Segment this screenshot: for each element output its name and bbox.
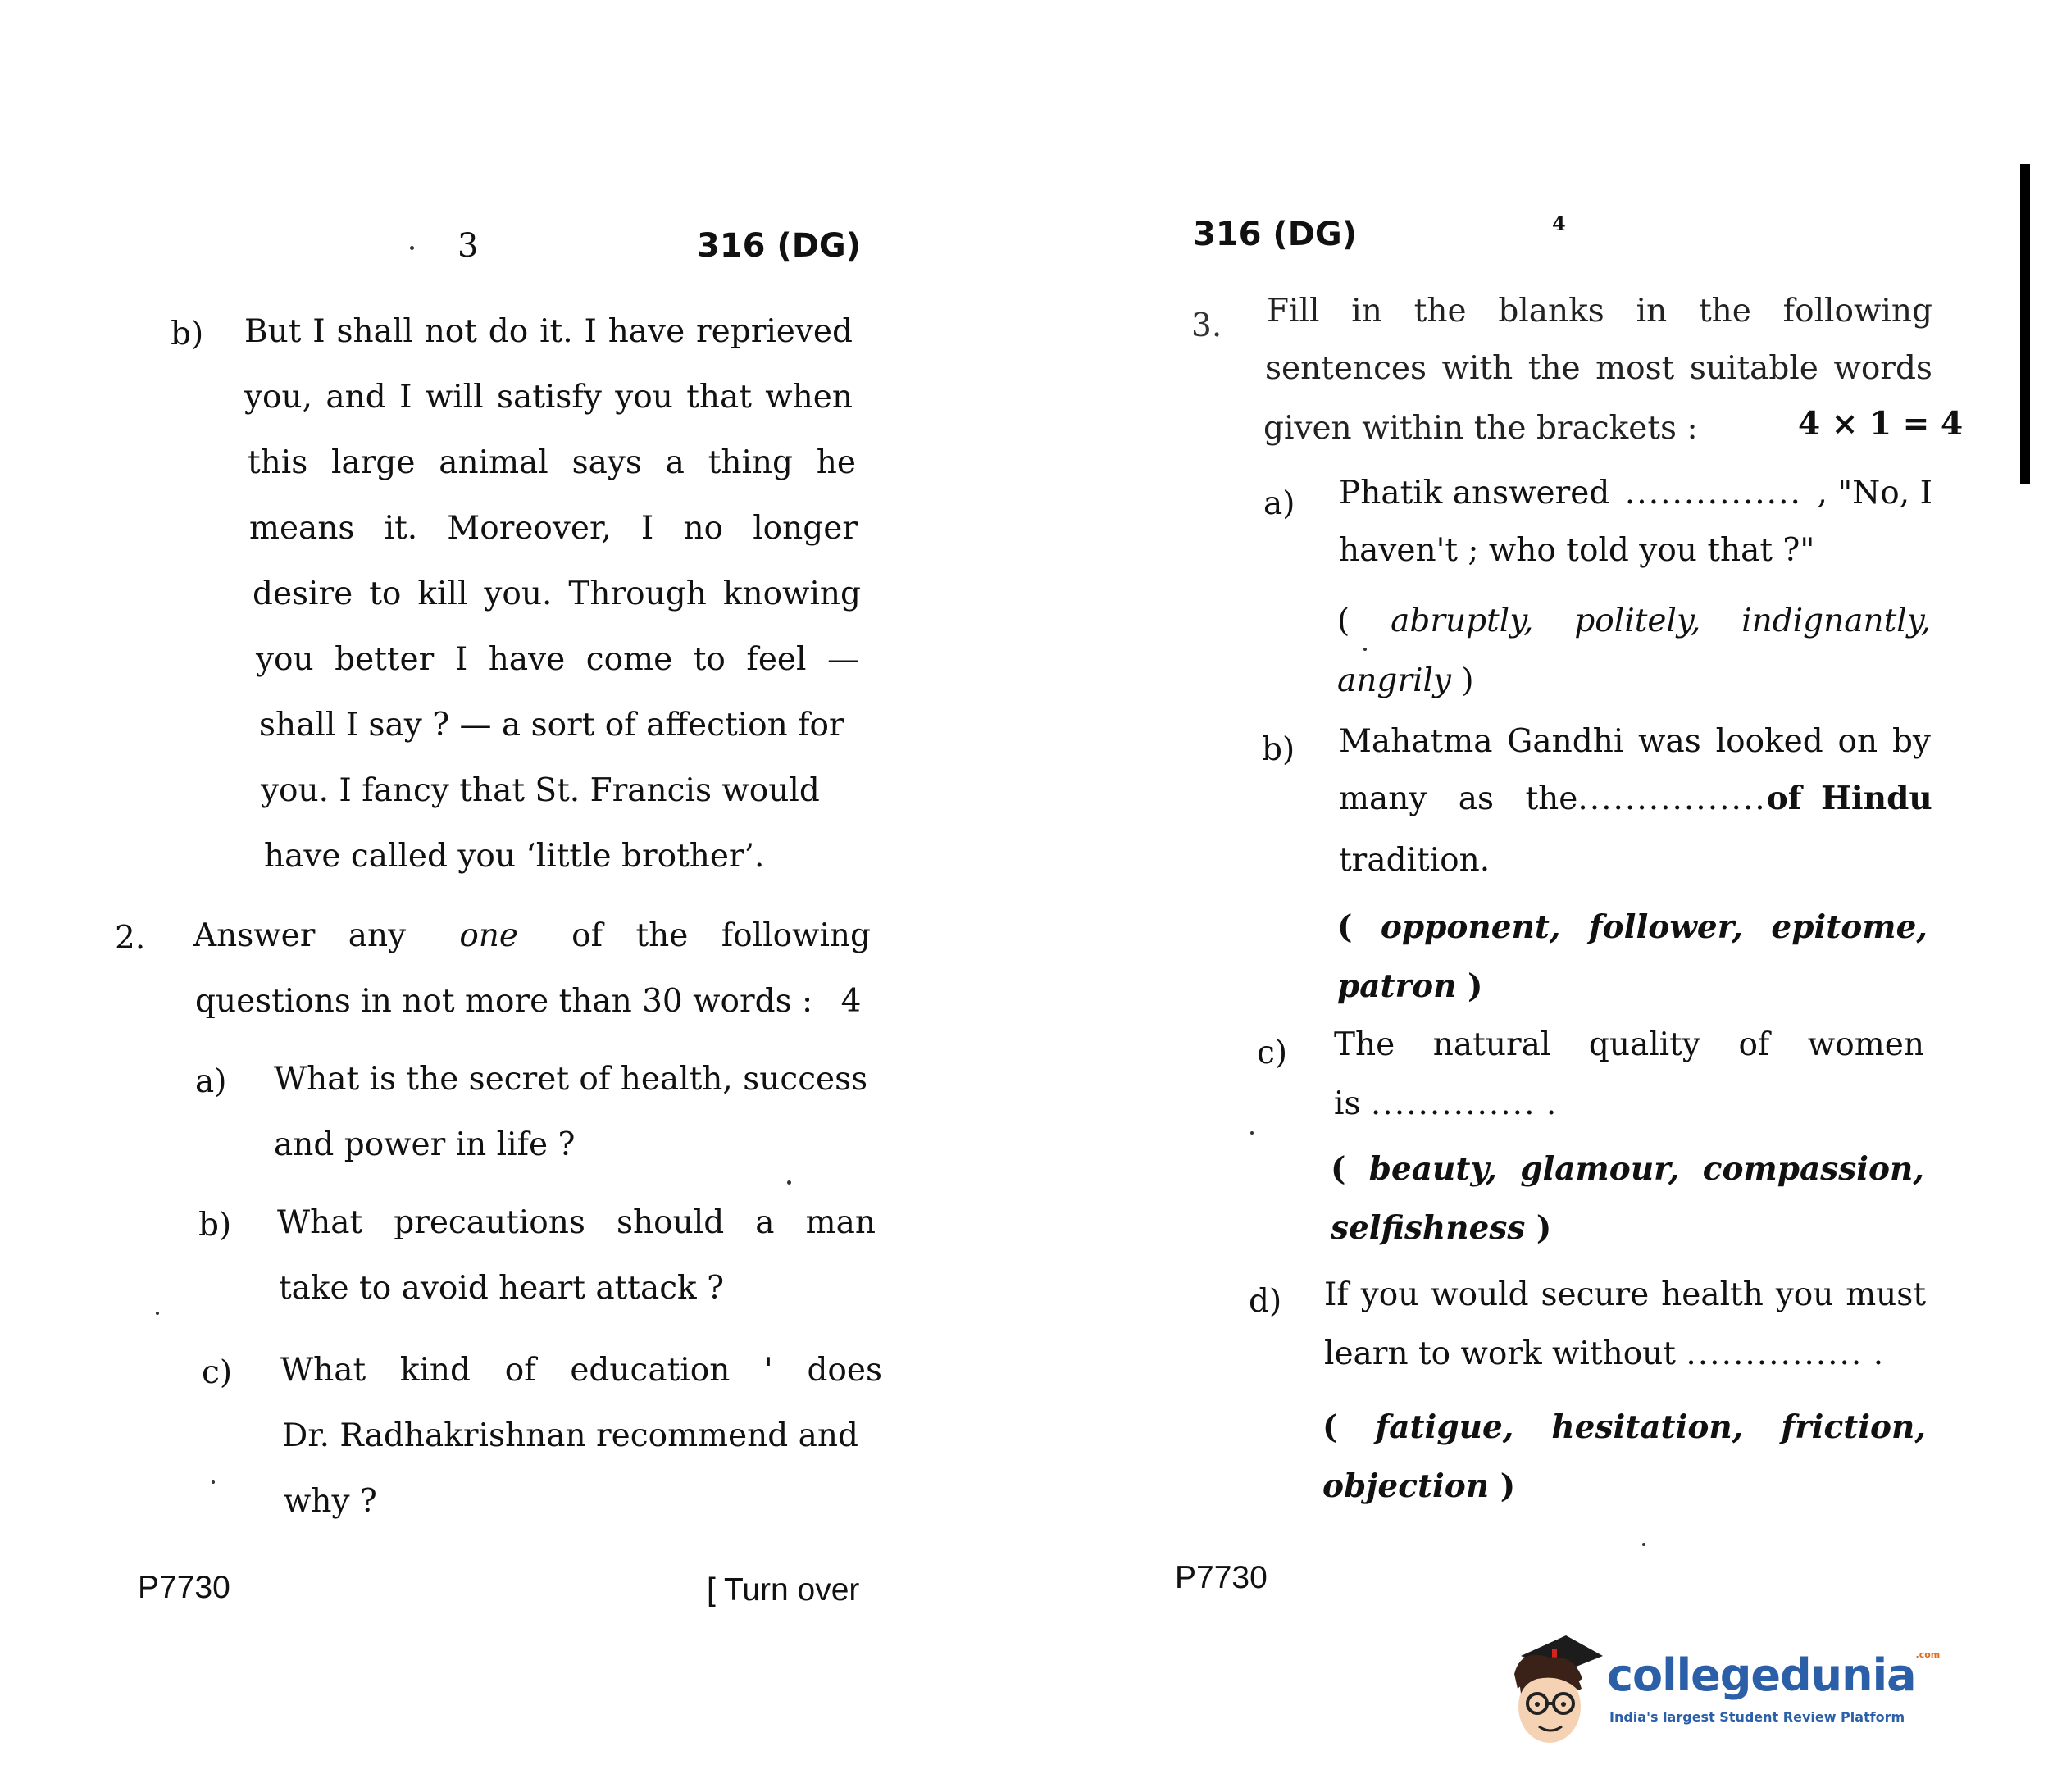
scan-speck xyxy=(410,246,414,250)
q3c-options-last: selfishness ) xyxy=(1331,1209,1552,1247)
word: desire xyxy=(253,575,353,612)
q3b-line3: tradition. xyxy=(1339,842,1491,879)
word: following xyxy=(1782,293,1932,330)
word: shall xyxy=(336,313,413,350)
blank: ................ xyxy=(1577,780,1767,817)
word: the xyxy=(1527,350,1581,387)
brand-name: collegedunia$^{.com}$ xyxy=(1607,1649,1941,1701)
word: large xyxy=(331,444,416,481)
word: that xyxy=(686,379,752,416)
word: Moreover, xyxy=(447,510,612,547)
word: precautions xyxy=(394,1204,585,1241)
scan-speck xyxy=(787,1180,791,1185)
q2-line2: questions in not more than 30 words : 4 xyxy=(195,983,862,1020)
passage-line xyxy=(248,444,856,481)
q3a-label: a) xyxy=(1263,485,1295,522)
paper-code-left: 316 (DG) xyxy=(697,227,862,265)
turn-over: [ Turn over xyxy=(707,1572,860,1608)
word: — xyxy=(827,641,859,678)
scan-speck xyxy=(1363,648,1367,651)
brand-com: .com xyxy=(1915,1649,1941,1660)
q3c-options: ( beauty, glamour, compassion, xyxy=(1331,1150,1924,1188)
word: kill xyxy=(417,575,468,612)
page-number-left: 3 xyxy=(457,227,479,265)
word: must xyxy=(1846,1276,1926,1313)
q2c-line: Dr. Radhakrishnan recommend and xyxy=(282,1417,858,1454)
word: by xyxy=(1891,723,1931,760)
passage-line xyxy=(256,641,859,678)
word: What xyxy=(277,1204,363,1241)
q2c-line: why ? xyxy=(284,1483,377,1520)
word: no xyxy=(683,510,724,547)
word: to xyxy=(369,575,402,612)
word: reprieved xyxy=(696,313,853,350)
q2a-label: a) xyxy=(195,1063,227,1100)
word: I xyxy=(399,379,412,416)
q2-marks: 4 xyxy=(840,983,862,1020)
word: Through xyxy=(568,575,707,612)
word: words xyxy=(1833,350,1932,387)
word: says xyxy=(571,444,642,481)
q3b-line2: many as the ................ of Hindu xyxy=(1339,780,1932,817)
word: does xyxy=(807,1352,882,1389)
word: health xyxy=(1661,1276,1764,1313)
word: this xyxy=(248,444,308,481)
q3-number: 3. xyxy=(1191,307,1222,344)
word: have xyxy=(608,313,685,350)
word: a xyxy=(665,444,685,481)
q3-intro-line: given within the brackets : xyxy=(1263,410,1698,447)
word: with xyxy=(1441,350,1513,387)
q3a-options: ( abruptly, politely, indignantly, xyxy=(1337,603,1931,639)
word: ' xyxy=(764,1352,773,1389)
q2b-line: take to avoid heart attack ? xyxy=(279,1270,724,1307)
word: thing xyxy=(708,444,794,481)
word: longer xyxy=(753,510,858,547)
q3d-line2: learn to work without ............... . xyxy=(1324,1335,1884,1372)
word: will xyxy=(425,379,484,416)
word: satisfy xyxy=(496,379,602,416)
word: most xyxy=(1595,350,1675,387)
word: you xyxy=(615,379,673,416)
word: the xyxy=(1699,293,1751,330)
word: kind xyxy=(399,1352,471,1389)
word: it. xyxy=(384,510,418,547)
brand-logo xyxy=(1504,1631,1941,1750)
passage-line: you. I fancy that St. Francis would xyxy=(261,772,820,809)
word: in xyxy=(1351,293,1382,330)
q2-number: 2. xyxy=(115,920,146,957)
word: should xyxy=(617,1204,725,1241)
passage-line: have called you ‘little brother’. xyxy=(264,838,765,875)
q3-intro-line xyxy=(1265,350,1932,387)
word: when xyxy=(765,379,853,416)
q2b-line xyxy=(277,1204,876,1241)
q3b-options-last: patron ) xyxy=(1337,967,1483,1005)
word: sentences xyxy=(1265,350,1427,387)
word: man xyxy=(805,1204,876,1241)
passage-line xyxy=(253,575,861,612)
word: quality xyxy=(1588,1026,1700,1063)
footer-code-left: P7730 xyxy=(138,1570,230,1605)
q2a-line: and power in life ? xyxy=(274,1126,576,1163)
page-number-right: 4 xyxy=(1552,211,1566,235)
word: feel xyxy=(746,641,807,678)
word: have xyxy=(488,641,566,678)
q2b-label: b) xyxy=(198,1207,232,1244)
word: come xyxy=(585,641,673,678)
word: would xyxy=(1431,1276,1529,1313)
word: you, xyxy=(244,379,313,416)
word: looked xyxy=(1715,723,1823,760)
word: better xyxy=(335,641,435,678)
q1b-label: b) xyxy=(171,316,204,352)
word: suitable xyxy=(1689,350,1818,387)
word: I xyxy=(584,313,597,350)
scan-edge-bar xyxy=(2020,164,2030,484)
word: knowing xyxy=(722,575,861,612)
blank: ............... xyxy=(1686,1335,1864,1372)
word: I xyxy=(312,313,325,350)
word: If xyxy=(1324,1276,1349,1313)
q2a-line: What is the secret of health, success xyxy=(274,1061,868,1098)
word: education xyxy=(570,1352,731,1389)
word: a xyxy=(755,1204,775,1241)
word: you xyxy=(1775,1276,1834,1313)
word: means xyxy=(249,510,355,547)
q3b-label: b) xyxy=(1262,731,1295,768)
word: the xyxy=(1413,293,1467,330)
q3b-line1 xyxy=(1339,723,1931,760)
word: What xyxy=(280,1352,366,1389)
word: natural xyxy=(1432,1026,1551,1063)
q3b-options: ( opponent, follower, epitome, xyxy=(1337,908,1928,946)
word: blanks xyxy=(1498,293,1604,330)
passage-line xyxy=(244,313,853,350)
word: secure xyxy=(1541,1276,1650,1313)
q2-line1-before: Answer any xyxy=(193,917,407,954)
q3-intro-line xyxy=(1267,293,1932,330)
word: animal xyxy=(439,444,548,481)
word: you xyxy=(1360,1276,1419,1313)
scan-speck xyxy=(156,1312,159,1315)
word: you xyxy=(256,641,314,678)
q2c-line xyxy=(280,1352,882,1389)
q3d-label: d) xyxy=(1249,1283,1282,1320)
q2-line1 xyxy=(193,917,871,954)
word: I xyxy=(454,641,468,678)
passage-line xyxy=(249,510,858,547)
word: Fill xyxy=(1267,293,1320,330)
footer-code-right: P7730 xyxy=(1175,1560,1268,1595)
word: to xyxy=(693,641,726,678)
brand-tagline: India's largest Student Review Platform xyxy=(1609,1709,1905,1725)
word: But xyxy=(244,313,302,350)
word: I xyxy=(640,510,654,547)
word: Mahatma xyxy=(1339,723,1493,760)
word: Gandhi xyxy=(1507,723,1624,760)
scan-speck xyxy=(1250,1131,1254,1135)
q3c-line1 xyxy=(1334,1026,1924,1063)
scan-speck xyxy=(1642,1543,1645,1546)
word: you. xyxy=(484,575,553,612)
word: he xyxy=(816,444,856,481)
word: The xyxy=(1334,1026,1395,1063)
q3d-options-last: objection ) xyxy=(1322,1467,1516,1505)
q3d-options: ( fatigue, hesitation, friction, xyxy=(1322,1408,1926,1446)
q2-line1-after: of the following xyxy=(571,917,871,954)
word: it. xyxy=(539,313,573,350)
q2c-label: c) xyxy=(202,1354,233,1391)
q3a-line1: Phatik answered ............... , "No, I xyxy=(1339,475,1932,512)
right-page xyxy=(1036,0,2071,1792)
scan-speck xyxy=(212,1480,215,1484)
passage-line xyxy=(244,379,853,416)
q2-line1-italic: one xyxy=(459,917,519,954)
q3d-line1 xyxy=(1324,1276,1926,1313)
passage-line: shall I say ? — a sort of affection for xyxy=(259,707,844,744)
word: of xyxy=(1738,1026,1770,1063)
q3a-line2: haven't ; who told you that ?" xyxy=(1339,532,1815,569)
mascot-icon xyxy=(1504,1631,1603,1750)
word: women xyxy=(1807,1026,1924,1063)
word: in xyxy=(1636,293,1668,330)
word: and xyxy=(325,379,386,416)
q3-marks: 4 × 1 = 4 xyxy=(1798,405,1964,443)
word: not xyxy=(424,313,477,350)
paper-code-right: 316 (DG) xyxy=(1193,216,1358,253)
word: do xyxy=(488,313,529,350)
q3c-line2: is .............. . xyxy=(1334,1085,1557,1122)
word: of xyxy=(504,1352,536,1389)
word: on xyxy=(1837,723,1878,760)
blank: ............... xyxy=(1624,475,1802,512)
q3a-options-last: angrily ) xyxy=(1337,662,1474,699)
blank: .............. xyxy=(1370,1085,1536,1122)
q3c-label: c) xyxy=(1257,1035,1288,1071)
word: was xyxy=(1638,723,1701,760)
